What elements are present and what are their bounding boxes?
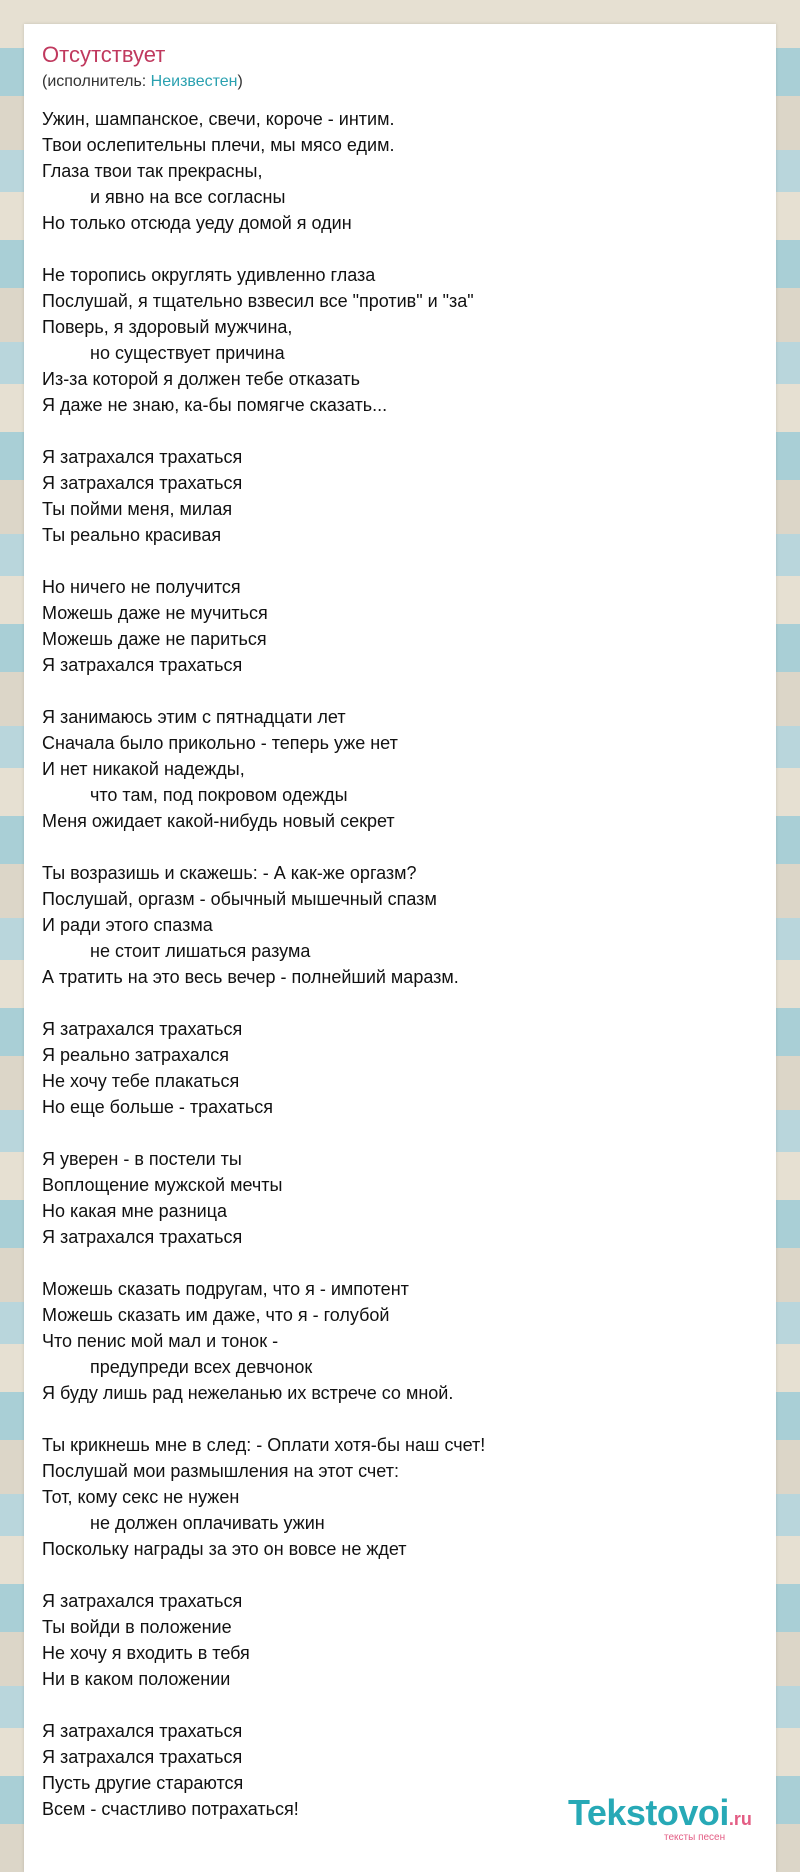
lyric-line: Ты реально красивая: [42, 525, 222, 545]
lyric-line: не должен оплачивать ужин: [90, 1513, 325, 1533]
artist-link[interactable]: Неизвестен: [150, 73, 238, 90]
lyric-line: Я занимаюсь этим с пятнадцати лет: [42, 707, 346, 727]
lyric-line: предупреди всех девчонок: [90, 1357, 313, 1377]
lyric-line: Ты крикнешь мне в след: - Оплати хотя-бы наш счет!: [42, 1435, 486, 1455]
lyric-line: Послушай, оргазм - обычный мышечный спазм: [42, 889, 437, 909]
lyric-line: Поскольку награды за это он вовсе не ждет: [42, 1539, 407, 1559]
site-logo[interactable]: [568, 1792, 768, 1848]
lyric-line: Не хочу тебе плакаться: [42, 1071, 240, 1091]
stanza-break: [42, 1120, 762, 1146]
lyric-line: Я даже не знаю, ка-бы помягче сказать...: [42, 395, 388, 415]
artist-line: [42, 73, 243, 91]
lyric-line: Я затрахался трахаться: [42, 473, 243, 493]
lyric-line: Но ничего не получится: [42, 577, 241, 597]
lyric-line: Я реально затрахался: [42, 1045, 230, 1065]
lyric-line: Всем - счастливо потрахаться!: [42, 1799, 299, 1819]
lyric-line: Твои ослепительны плечи, мы мясо едим.: [42, 135, 395, 155]
logo-tld: .ru: [728, 1809, 752, 1829]
logo-name: Tekstovoi: [568, 1792, 729, 1833]
lyric-line: Я затрахался трахаться: [42, 447, 243, 467]
lyric-line: Но только отсюда уеду домой я один: [42, 213, 352, 233]
lyric-line: Я затрахался трахаться: [42, 1747, 243, 1767]
lyric-line: Не торопись округлять удивленно глаза: [42, 265, 376, 285]
lyric-line: Можешь сказать подругам, что я - импотент: [42, 1279, 409, 1299]
lyric-line: Можешь сказать им даже, что я - голубой: [42, 1305, 390, 1325]
lyric-line: Можешь даже не мучиться: [42, 603, 268, 623]
logo-tagline: тексты песен: [664, 1832, 726, 1843]
lyric-line: Ужин, шампанское, свечи, короче - интим.: [42, 109, 395, 129]
lyric-line: не стоит лишаться разума: [90, 941, 311, 961]
artist-suffix: ): [237, 73, 243, 90]
stanza-break: [42, 1406, 762, 1432]
lyric-line: что там, под покровом одежды: [90, 785, 348, 805]
lyric-line: Ты пойми меня, милая: [42, 499, 233, 519]
stanza-break: [42, 236, 762, 262]
lyric-line: Послушай, я тщательно взвесил все "против" и "за": [42, 291, 474, 311]
stanza-break: [42, 1562, 762, 1588]
lyric-line: Сначала было прикольно - теперь уже нет: [42, 733, 398, 753]
lyric-line: Я уверен - в постели ты: [42, 1149, 242, 1169]
stanza-break: [42, 678, 762, 704]
lyric-line: Поверь, я здоровый мужчина,: [42, 317, 293, 337]
stanza-break: [42, 1250, 762, 1276]
lyric-line: А тратить на это весь вечер - полнейший маразм.: [42, 967, 459, 987]
lyric-line: Ты возразишь и скажешь: - А как-же оргазм?: [42, 863, 417, 883]
lyric-line: но существует причина: [90, 343, 285, 363]
stanza-break: [42, 990, 762, 1016]
artist-prefix: (исполнитель:: [42, 73, 151, 90]
lyric-line: Из-за которой я должен тебе отказать: [42, 369, 361, 389]
lyric-line: И ради этого спазма: [42, 915, 213, 935]
stanza-break: [42, 834, 762, 860]
lyric-line: Тот, кому секс не нужен: [42, 1487, 240, 1507]
lyric-line: Но еще больше - трахаться: [42, 1097, 273, 1117]
lyric-line: Послушай мои размышления на этот счет:: [42, 1461, 399, 1481]
lyric-line: Я затрахался трахаться: [42, 1019, 243, 1039]
lyric-line: Воплощение мужской мечты: [42, 1175, 283, 1195]
song-title: Отсутствует: [42, 42, 166, 67]
lyric-line: Не хочу я входить в тебя: [42, 1643, 250, 1663]
lyric-line: И нет никакой надежды,: [42, 759, 245, 779]
stanza-break: [42, 418, 762, 444]
lyric-line: Можешь даже не париться: [42, 629, 267, 649]
stanza-break: [42, 548, 762, 574]
lyric-line: Я затрахался трахаться: [42, 655, 243, 675]
lyric-line: Пусть другие стараются: [42, 1773, 244, 1793]
lyric-line: Я затрахался трахаться: [42, 1591, 243, 1611]
lyrics-card: [24, 24, 776, 1872]
lyric-line: Ты войди в положение: [42, 1617, 232, 1637]
lyric-line: и явно на все согласны: [90, 187, 286, 207]
lyric-line: Глаза твои так прекрасны,: [42, 161, 263, 181]
lyric-line: Что пенис мой мал и тонок -: [42, 1331, 279, 1351]
lyric-line: Я затрахался трахаться: [42, 1227, 243, 1247]
lyric-line: Но какая мне разница: [42, 1201, 228, 1221]
lyrics-body: [42, 106, 762, 1822]
logo-wordmark: [568, 1792, 752, 1834]
lyric-line: Меня ожидает какой-нибудь новый секрет: [42, 811, 395, 831]
lyric-line: Я затрахался трахаться: [42, 1721, 243, 1741]
stanza-break: [42, 1692, 762, 1718]
lyric-line: Ни в каком положении: [42, 1669, 231, 1689]
lyric-line: Я буду лишь рад нежеланью их встрече со мной.: [42, 1383, 454, 1403]
